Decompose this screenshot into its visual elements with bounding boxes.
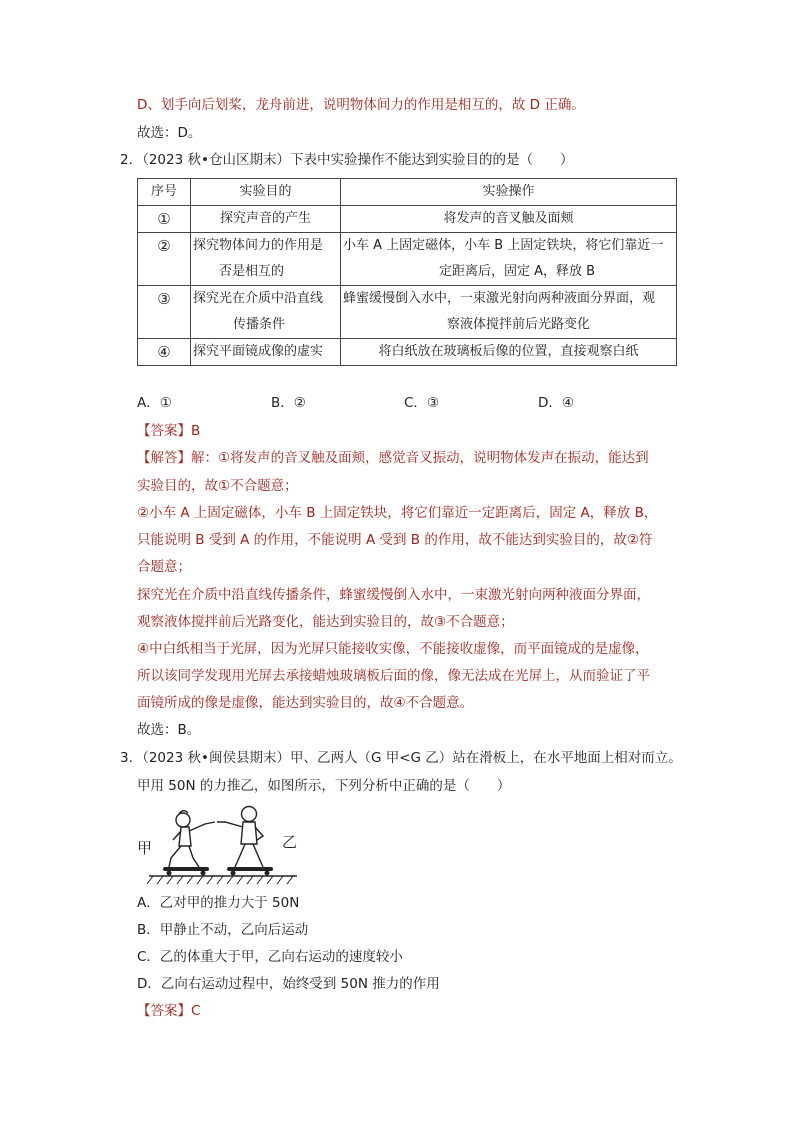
op-line: 蜂蜜缓慢倒入水中，一束激光射向两种液面分界面，观 bbox=[343, 291, 656, 306]
q1-choose: 故选：D。 bbox=[137, 125, 202, 141]
row-op bbox=[341, 233, 677, 286]
q2-analysis-line: 只能说明 B 受到 A 的作用，不能说明 A 受到 B 的作用，故不能达到实验目的，故②符 bbox=[137, 532, 653, 548]
q3-option-a: A．乙对甲的推力大于 50N bbox=[137, 895, 300, 911]
row-op: 将白纸放在玻璃板后像的位置，直接观察白纸 bbox=[341, 339, 677, 366]
q2-analysis-line: 合题意； bbox=[137, 559, 191, 575]
q3-stem-line2: 甲用 50N 的力推乙，如图所示，下列分析中正确的是（ ） bbox=[137, 778, 511, 794]
q2-option-d: D．④ bbox=[538, 395, 574, 411]
op-line: 小车 A 上固定磁体，小车 B 上固定铁块，将它们靠近一 bbox=[343, 238, 664, 253]
answer-label: 【答案】 bbox=[137, 423, 191, 439]
q2-option-c: C．③ bbox=[404, 395, 440, 411]
table-row bbox=[138, 206, 677, 233]
q2-analysis-line: 所以该同学发现用光屏去承接蜡烛玻璃板后面的像，像无法成在光屏上，从而验证了平 bbox=[137, 668, 650, 684]
q3-option-c: C．乙的体重大于甲，乙向右运动的速度较小 bbox=[137, 949, 403, 965]
answer-value: B bbox=[191, 423, 201, 439]
op-line: 察液体搅拌前后光路变化 bbox=[447, 317, 591, 332]
goal-line: 否是相互的 bbox=[219, 264, 285, 279]
q3-option-b: B．甲静止不动，乙向后运动 bbox=[137, 922, 309, 938]
table-row bbox=[138, 233, 677, 286]
q3-stem bbox=[120, 748, 682, 768]
row-goal: 探究声音的产生 bbox=[191, 206, 341, 233]
op-line: 定距离后，固定 A，释放 B bbox=[439, 264, 596, 279]
q3-number: 3． bbox=[120, 750, 143, 766]
table-row bbox=[138, 339, 677, 366]
q3-stem-text: （2023 秋•闽侯县期末）甲、乙两人（G 甲<G 乙）站在滑板上，在水平地面上相对而立。 bbox=[142, 750, 682, 766]
header-no: 序号 bbox=[138, 179, 191, 206]
analysis-label: 【解答】 bbox=[137, 450, 191, 466]
analysis-text: 解：①将发声的音叉触及面颊，感觉音叉振动，说明物体发声在振动，能达到 bbox=[191, 450, 649, 466]
answer-label: 【答案】 bbox=[137, 1003, 191, 1019]
q2-answer bbox=[137, 421, 200, 441]
row-op: 将发声的音叉触及面颊 bbox=[341, 206, 677, 233]
row-goal: 探究平面镜成像的虚实 bbox=[191, 339, 341, 366]
q2-analysis-line: 面镜所成的像是虚像，能达到实验目的，故④不合题意。 bbox=[137, 695, 474, 711]
table-header-row bbox=[138, 179, 677, 206]
answer-value: C bbox=[191, 1003, 201, 1019]
experiment-table bbox=[137, 178, 677, 366]
q1-option-d-text: D、划手向后划桨，龙舟前进，说明物体间力的作用是相互的，故 D 正确。 bbox=[137, 97, 585, 113]
q3-option-d: D．乙向右运动过程中，始终受到 50N 推力的作用 bbox=[137, 976, 440, 992]
q2-option-a: A．① bbox=[137, 395, 172, 411]
q2-analysis-line: ④中白纸相当于光屏，因为光屏只能接收实像，不能接收虚像，而平面镜成的是虚像， bbox=[137, 641, 649, 657]
goal-line: 探究物体间力的作用是 bbox=[193, 238, 324, 253]
q2-number: 2． bbox=[120, 152, 143, 168]
q2-choose: 故选：B。 bbox=[137, 722, 201, 738]
row-goal bbox=[191, 233, 341, 286]
header-op: 实验操作 bbox=[341, 179, 677, 206]
header-goal: 实验目的 bbox=[191, 179, 341, 206]
q2-stem bbox=[120, 150, 573, 170]
skateboard-illustration bbox=[135, 800, 305, 890]
row-no: ③ bbox=[138, 286, 191, 339]
q2-analysis-line: 观察液体搅拌前后光路变化，能达到实验目的，故③不合题意； bbox=[137, 614, 514, 630]
q2-analysis-line: 探究光在介质中沿直线传播条件，蜂蜜缓慢倒入水中，一束激光射向两种液面分界面， bbox=[137, 587, 650, 603]
goal-line: 传播条件 bbox=[233, 317, 286, 332]
table-row bbox=[138, 286, 677, 339]
q2-option-b: B．② bbox=[271, 395, 306, 411]
row-no: ① bbox=[138, 206, 191, 233]
q2-analysis-line: 实验目的，故①不合题意； bbox=[137, 478, 298, 494]
figure-label-jia: 甲 bbox=[137, 839, 153, 857]
row-op bbox=[341, 286, 677, 339]
figure-label-yi: 乙 bbox=[282, 833, 298, 851]
row-goal bbox=[191, 286, 341, 339]
row-no: ② bbox=[138, 233, 191, 286]
goal-line: 探究光在介质中沿直线 bbox=[193, 291, 324, 306]
row-no: ④ bbox=[138, 339, 191, 366]
skateboard-figure bbox=[135, 800, 305, 890]
q2-analysis-line: ②小车 A 上固定磁体，小车 B 上固定铁块，将它们靠近一定距离后，固定 A，释放 B， bbox=[137, 505, 658, 521]
q3-answer bbox=[137, 1001, 200, 1021]
q2-analysis-line bbox=[137, 448, 649, 468]
q2-stem-text: （2023 秋•仓山区期末）下表中实验操作不能达到实验目的的是（ ） bbox=[142, 152, 574, 168]
